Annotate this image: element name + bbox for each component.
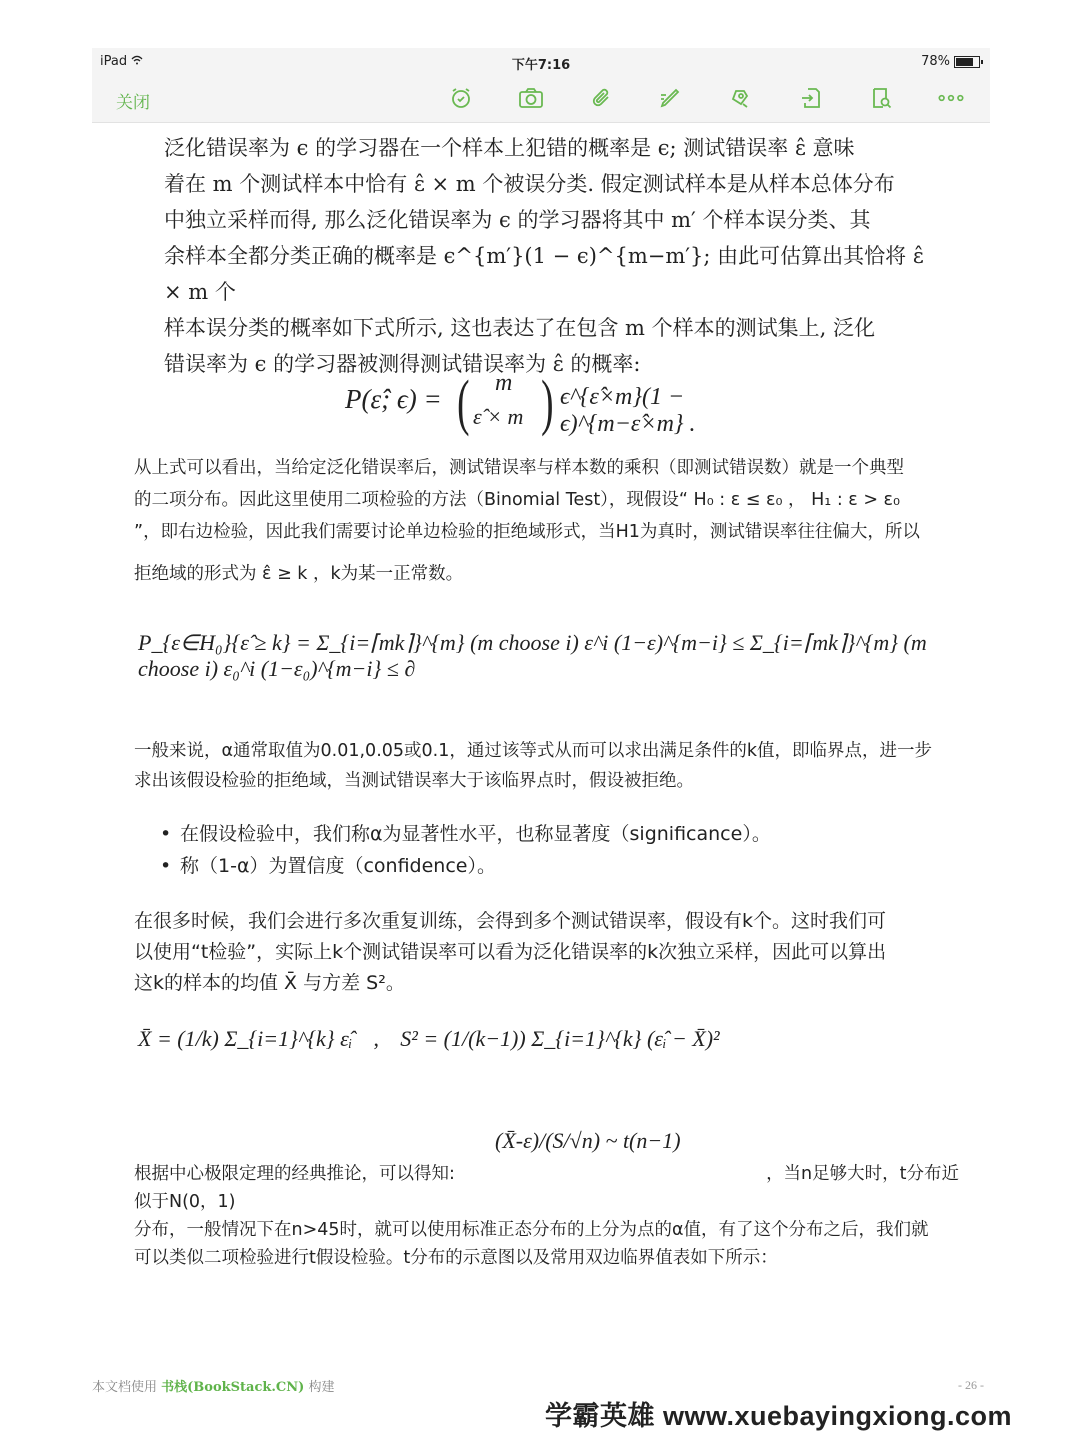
text-line: 错误率为 ϵ 的学习器被测得测试错误率为 ε̂ 的概率:	[164, 352, 641, 376]
text-line: 中独立采样而得, 那么泛化错误率为 ϵ 的学习器将其中 m′ 个样本误分类、其	[164, 208, 871, 232]
list-item: • 称（1-α）为置信度（confidence）。	[160, 850, 771, 882]
text-line: 以使用“t检验”，实际上k个测试错误率可以看为泛化错误率的k次独立采样，因此可以算出	[134, 941, 887, 963]
formula-mean-variance: X̄ = (1/k) Σ_{i=1}^{k} ε̂ᵢ , S² = (1/(k−1)) Σ_{i=1}^{k} (ε̂ᵢ − X̄)²	[138, 1026, 720, 1051]
text-line: 在很多时候，我们会进行多次重复训练，会得到多个测试错误率，假设有k个。这时我们可	[134, 910, 887, 932]
paragraph-significance	[134, 736, 974, 796]
text-line: 根据中心极限定理的经典推论，可以得知: ，当n足够大时，t分布近似于N(0，1)	[134, 1164, 960, 1212]
page-number: - 26 -	[958, 1378, 984, 1392]
text-line: 从上式可以看出，当给定泛化错误率后，测试错误率与样本数的乘积（即测试错误数）就是一个典型	[134, 458, 904, 478]
text-line: 分布，一般情况下在n>45时，就可以使用标准正态分布的上分为点的α值，有了这个分布之后，我们就	[134, 1220, 929, 1240]
text-line: 着在 m 个测试样本中恰有 ε̂ × m 个被误分类. 假定测试样本是从样本总体分布	[164, 172, 895, 196]
text-line: 样本误分类的概率如下式所示, 这也表达了在包含 m 个样本的测试集上, 泛化	[164, 316, 875, 340]
bullet-list	[160, 818, 771, 882]
right-paren: )	[541, 369, 554, 437]
paragraph-binomial-test	[134, 452, 974, 590]
bookstack-link[interactable]: 书栈(BookStack.CN)	[161, 1380, 305, 1395]
footer-attribution: 本文档使用 书栈(BookStack.CN) 构建	[92, 1380, 335, 1395]
paragraph-clt	[134, 1160, 974, 1272]
text-line: 余样本全都分类正确的概率是 ϵ^{m′}(1 − ϵ)^{m−m′}; 由此可估算出其恰将 ε̂ × m 个	[164, 244, 924, 304]
text-line: 可以类似二项检验进行t假设检验。t分布的示意图以及常用双边临界值表如下所示：	[134, 1248, 778, 1268]
watermark: 学霸英雄 www.xuebayingxiong.com	[545, 1401, 1013, 1431]
comma-separator: ,	[373, 1026, 379, 1051]
battery-status: 78%	[921, 54, 980, 69]
text-line: ”，即右边检验，因此我们需要讨论单边检验的拒绝域形式，当H1为真时，测试错误率往往偏大，所以	[134, 522, 920, 542]
text-line: 拒绝域的形式为 ε̂ ≥ k ，k为某一正常数。	[134, 564, 464, 584]
device-label: iPad	[100, 54, 143, 69]
clock: 下午7:16	[511, 58, 571, 73]
list-item: • 在假设检验中，我们称α为显著性水平，也称显著度（significance）。	[160, 818, 771, 850]
formula-rejection-region: P_{ε∈H₀}{ε̂ ≥ k} = Σ_{i=⌈mk⌉}^{m} (m choose i) ε^i (1−ε)^{m−i} ≤ Σ_{i=⌈mk⌉}^{m} (m choose i) ε₀^i (1−ε₀)^{m−i} ≤ ∂	[138, 630, 927, 681]
formula-binomial-probability: P(ε̂; ϵ) = ( m ε̂ × m ) ϵ^{ε̂×m}(1 − ϵ)^{m−ε̂×m} .	[345, 369, 696, 437]
paragraph-t-test	[134, 906, 984, 999]
text-line: 的二项分布。因此这里使用二项检验的方法（Binomial Test），现假设“ H₀ : ε ≤ ε₀ ， H₁ : ε > ε₀	[134, 490, 901, 510]
paragraph-generalization-error	[164, 130, 934, 382]
text-line: 一般来说，α通常取值为0.01,0.05或0.1，通过该等式从而可以求出满足条件的k值，即临界点，进一步	[134, 741, 932, 761]
formula-t-statistic: (X̄-ε)/(S/√n) ~ t(n−1)	[495, 1128, 681, 1153]
left-paren: (	[457, 369, 470, 437]
close-button[interactable]: 关闭	[116, 93, 150, 113]
text-line: 求出该假设检验的拒绝域，当测试错误率大于该临界点时，假设被拒绝。	[134, 771, 694, 791]
text-line: 这k的样本的均值 X̄ 与方差 S²。	[134, 972, 405, 994]
text-line: 泛化错误率为 ϵ 的学习器在一个样本上犯错的概率是 ϵ; 测试错误率 ε̂ 意味	[164, 136, 855, 160]
